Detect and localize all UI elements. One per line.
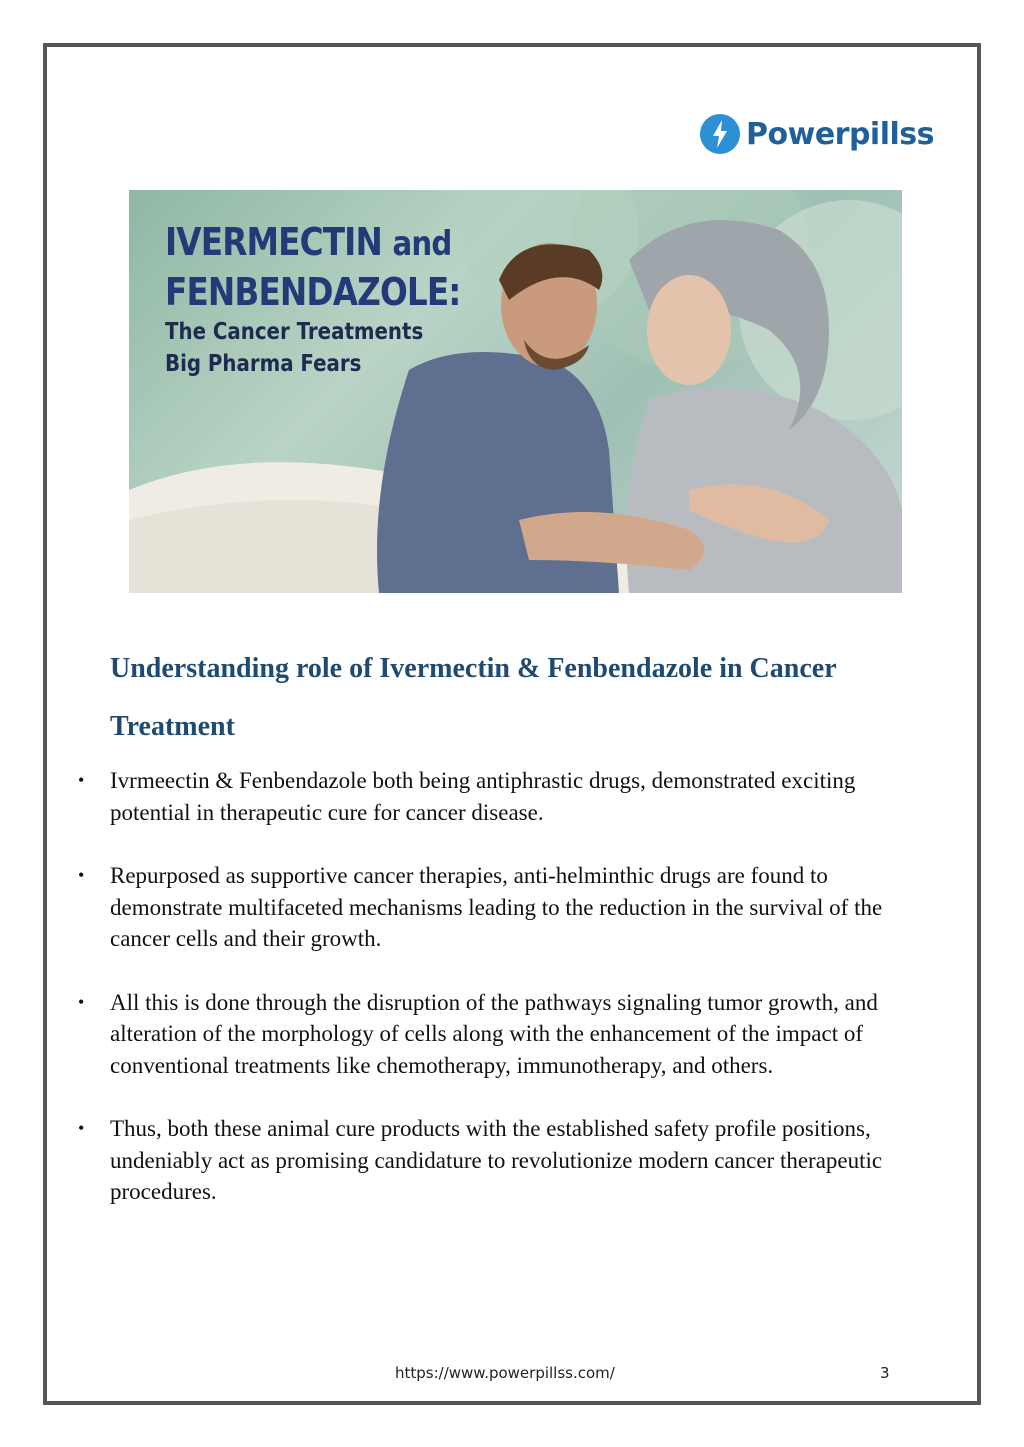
hero-overlay-text <box>165 218 509 380</box>
footer-website-link[interactable]: https://www.powerpillss.com/ <box>395 1364 615 1382</box>
hero-title-line-1 <box>165 218 461 268</box>
bullet-dot-icon: • <box>78 865 85 885</box>
bullet-text: All this is done through the disruption of the pathways signaling tumor growth, and alteration of the morphology of cells along with the enhancement of the impact of conventional treatments like chemotherapy, immunotherapy, and others. <box>110 989 878 1078</box>
bullet-text: Ivrmeectin & Fenbendazole both being antiphrastic drugs, demonstrated exciting potential in therapeutic cure for cancer disease. <box>110 768 856 825</box>
hero-subtitle-line-2: Big Pharma Fears <box>165 351 362 377</box>
bullet-text: Repurposed as supportive cancer therapies, anti-helminthic drugs are found to demonstrate multifaceted mechanisms leading to the reduction in the survival of the cancer cells and their growth. <box>110 863 883 951</box>
brand-name: Powerpillss <box>746 116 934 152</box>
bullet-item <box>70 1113 920 1208</box>
hero-title-word-and: and <box>392 224 452 264</box>
lightning-bolt-icon <box>700 114 740 154</box>
bullet-dot-icon: • <box>78 991 85 1012</box>
hero-subtitle-line-1: The Cancer Treatments <box>165 319 424 345</box>
bullet-text: Thus, both these animal cure products with the established safety profile positions, undeniably act as promising candidature to revolutionize modern cancer therapeutic procedures. <box>110 1116 883 1204</box>
bullet-item <box>70 765 920 828</box>
bullet-list <box>70 765 920 1240</box>
brand-logo[interactable] <box>700 110 934 158</box>
hero-image <box>129 190 902 593</box>
bullet-item <box>70 860 920 955</box>
bullet-dot-icon: • <box>78 770 85 790</box>
hero-title-line-2: FENBENDAZOLE: <box>165 270 461 314</box>
hero-title-word-ivermectin: IVERMECTIN <box>165 220 382 264</box>
bullet-item <box>70 987 920 1082</box>
bullet-dot-icon: • <box>78 1118 85 1138</box>
article-heading: Understanding role of Ivermectin & Fenbendazole in Cancer Treatment <box>110 653 837 742</box>
page-number: 3 <box>880 1364 890 1382</box>
